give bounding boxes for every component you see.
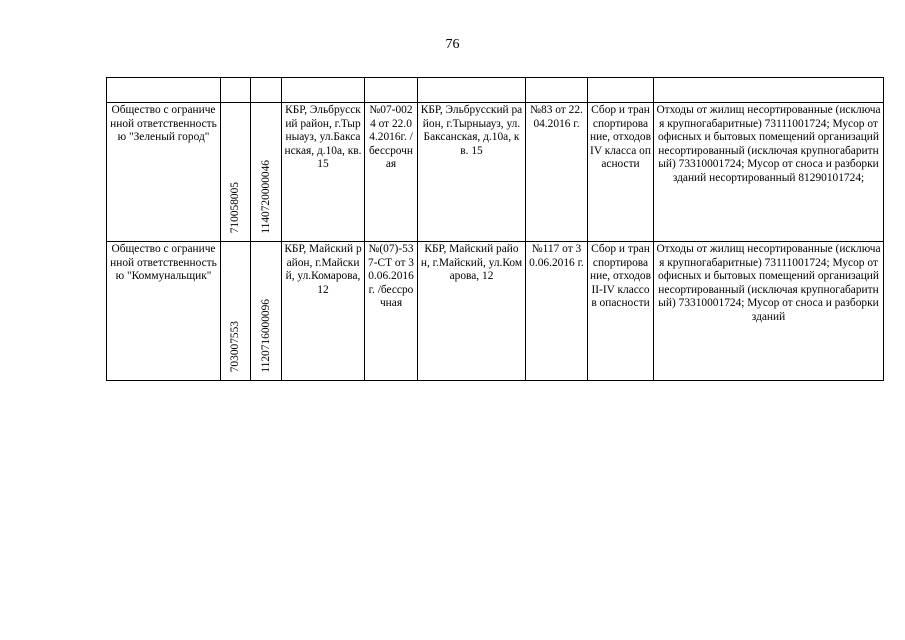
inn-cell bbox=[221, 103, 251, 242]
page-number: 76 bbox=[445, 37, 460, 52]
activity-type: Сбор и транспортирование, отходов II-IV классов опасности bbox=[588, 242, 654, 381]
ogrn-value: 1120716000096 bbox=[259, 298, 272, 373]
organization-name: Общество с ограниченной ответственностью "Коммунальщик" bbox=[107, 242, 221, 381]
ogrn-value: 1140720000046 bbox=[259, 159, 272, 234]
header-cell bbox=[654, 78, 884, 103]
organization-name: Общество с ограниченной ответственностью "Зеленый город" bbox=[107, 103, 221, 242]
waste-license-table bbox=[106, 77, 884, 381]
header-cell bbox=[365, 78, 418, 103]
header-cell bbox=[107, 78, 221, 103]
legal-address: КБР, Эльбрусский район, г.Тырныауз, ул.Баксанская, д.10а, кв. 15 bbox=[282, 103, 365, 242]
legal-address: КБР, Майский район, г.Майский, ул.Комарова, 12 bbox=[282, 242, 365, 381]
header-cell bbox=[221, 78, 251, 103]
inn-value: 703007553 bbox=[229, 321, 241, 373]
header-cell bbox=[526, 78, 588, 103]
order-number: №117 от 30.06.2016 г. bbox=[526, 242, 588, 381]
header-cell bbox=[588, 78, 654, 103]
table-row bbox=[107, 242, 884, 381]
site-address: КБР, Майский район, г.Майский, ул.Комарова, 12 bbox=[418, 242, 526, 381]
inn-cell bbox=[221, 242, 251, 381]
table-row bbox=[107, 103, 884, 242]
activity-type: Сбор и транспортирование, отходов IV класса опасности bbox=[588, 103, 654, 242]
license-number: №07-0024 от 22.04.2016г. /бессрочная bbox=[365, 103, 418, 242]
ogrn-cell bbox=[251, 103, 282, 242]
header-cell bbox=[282, 78, 365, 103]
order-number: №83 от 22.04.2016 г. bbox=[526, 103, 588, 242]
header-cell bbox=[251, 78, 282, 103]
header-cell bbox=[418, 78, 526, 103]
ogrn-cell bbox=[251, 242, 282, 381]
inn-value: 710058005 bbox=[229, 182, 241, 234]
empty-header-row bbox=[107, 78, 884, 103]
site-address: КБР, Эльбрусский район, г.Тырныауз, ул.Баксанская, д.10а, кв. 15 bbox=[418, 103, 526, 242]
license-number: №(07)-537-СТ от 30.06.2016 г. /бессрочная bbox=[365, 242, 418, 381]
waste-types: Отходы от жилищ несортированные (исключая крупногабаритные) 73111001724; Мусор от офисных и бытовых помещений организаций несортированный (исключая крупногабаритный) 73310001724; Мусор от сноса и разборки зданий несортированный 81290101724; bbox=[654, 103, 884, 242]
waste-types: Отходы от жилищ несортированные (исключая крупногабаритные) 73111001724; Мусор от офисных и бытовых помещений организаций несортированный (исключая крупногабаритный) 73310001724; Мусор от сноса и разборки зданий bbox=[654, 242, 884, 381]
